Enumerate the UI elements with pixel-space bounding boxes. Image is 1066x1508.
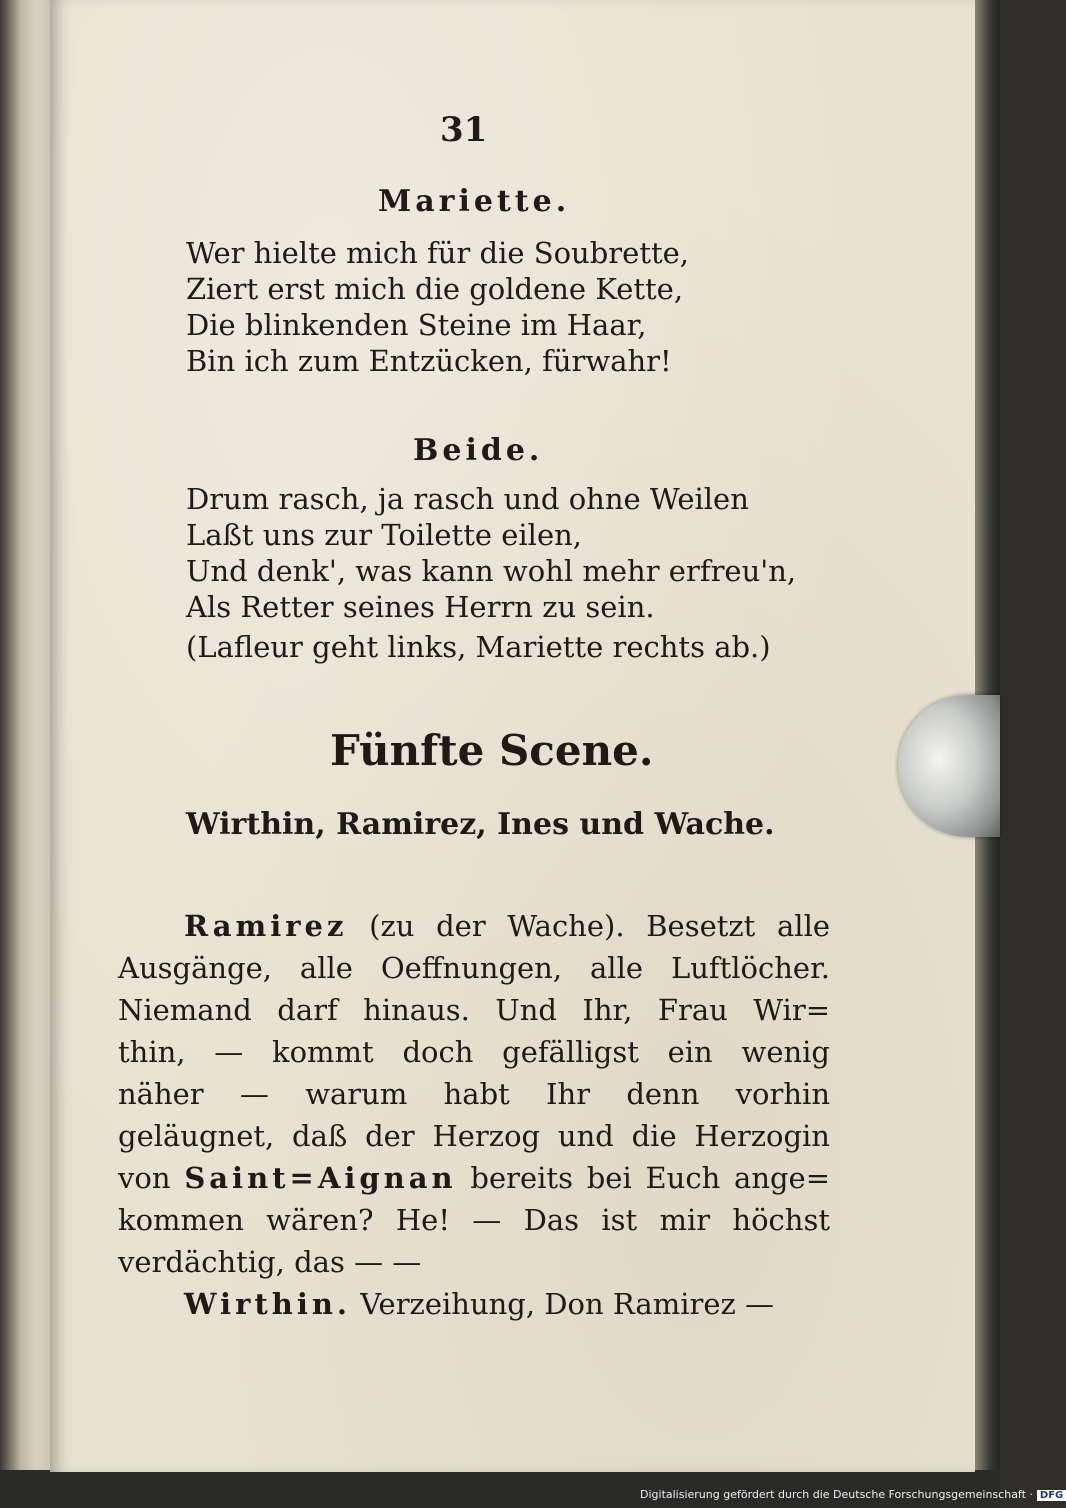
scene-title: Fünfte Scene. <box>330 726 654 775</box>
prose-block <box>118 905 830 1325</box>
digitization-credit <box>640 1488 1066 1501</box>
speaker-ramirez: Ramirez <box>184 909 348 943</box>
verse-line: Drum rasch, ja rasch und ohne Weilen <box>186 482 749 516</box>
verse-line: Bin ich zum Entzücken, fürwahr! <box>186 344 672 378</box>
verse-line: Und denk', was kann wohl mehr erfreu'n, <box>186 554 797 588</box>
prose-line: Ramirez (zu der Wache). Besetzt alle <box>184 909 831 943</box>
speaker-beide: Beide. <box>413 433 544 468</box>
credit-text: Digitalisierung gefördert durch die Deutsche Forschungsgemeinschaft · <box>640 1488 1033 1501</box>
place-name: Saint=Aignan <box>184 1161 457 1195</box>
prose-line: geläugnet, daß der Herzog und die Herzogin <box>118 1119 830 1153</box>
verse-line: Die blinkenden Steine im Haar, <box>186 308 647 342</box>
prose-line: Niemand darf hinaus. Und Ihr, Frau Wir= <box>118 993 830 1027</box>
prose-line: verdächtig, das — — <box>118 1245 422 1279</box>
prose-line: Ausgänge, alle Oeffnungen, alle Luftlöcher. <box>118 951 830 985</box>
prose-line: thin, — kommt doch gefälligst ein wenig <box>118 1035 830 1069</box>
speaker-wirthin: Wirthin. <box>184 1287 352 1321</box>
verse-line: Wer hielte mich für die Soubrette, <box>186 236 690 270</box>
prose-line: von Saint=Aignan bereits bei Euch ange= <box>118 1161 831 1195</box>
verse-line: Ziert erst mich die goldene Kette, <box>186 272 684 306</box>
verse-line: Laßt uns zur Toilette eilen, <box>186 518 583 552</box>
prose-line: kommen wären? He! — Das ist mir höchst <box>118 1203 830 1237</box>
verse-line: Als Retter seines Herrn zu sein. <box>186 590 655 624</box>
speaker-mariette: Mariette. <box>378 184 571 219</box>
scene-cast: Wirthin, Ramirez, Ines und Wache. <box>186 807 775 842</box>
stage-direction: (Lafleur geht links, Mariette rechts ab.) <box>186 630 771 664</box>
book-left-edge <box>0 0 52 1470</box>
page-number: 31 <box>440 110 488 150</box>
prose-line: Wirthin. Verzeihung, Don Ramirez — <box>184 1287 774 1321</box>
prose-line: näher — warum habt Ihr denn vorhin <box>118 1077 830 1111</box>
dfg-logo: DFG <box>1037 1490 1066 1501</box>
